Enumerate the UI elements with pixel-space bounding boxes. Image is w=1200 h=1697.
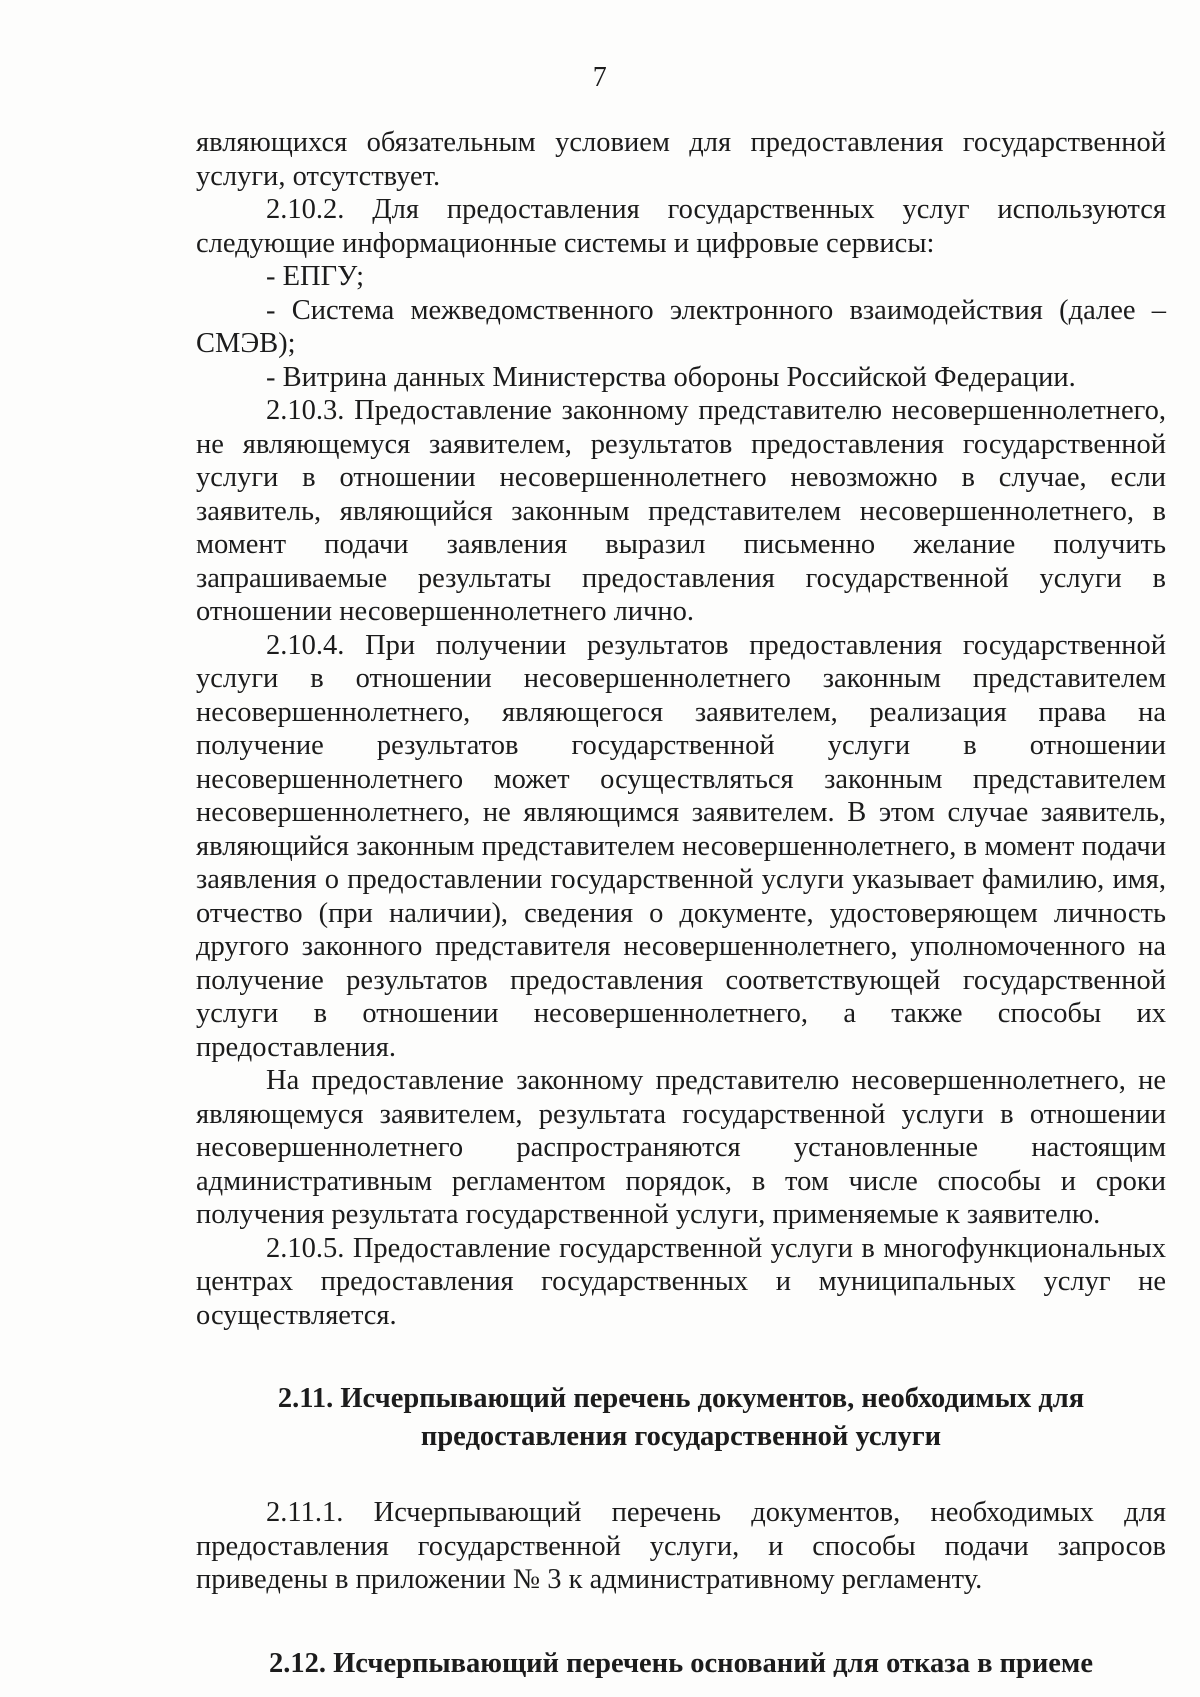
paragraph-continuation: являющихся обязательным условием для предоставления государственной услуги, отсутствует. [196,127,1166,192]
section-heading-2-12: 2.12. Исчерпывающий перечень оснований для отказа в приеме [269,1647,1093,1679]
section-spacer [196,1597,1166,1645]
paragraph-2-10-4-continued: На предоставление законному представителю несовершеннолетнего, не являющемуся заявителем, результата государственной услуги в отношении несовершеннолетнего распространяются установленные настоящим административным регламентом порядок, в том числе способы и сроки получения результата государственной услуги, применяемые к заявителю. [196,1065,1166,1230]
page-number: 7 [592,62,608,93]
paragraph-2-10-5: 2.10.5. Предоставление государственной услуги в многофункциональных центрах предоставления государственных и муниципальных услуг не осуществляется. [196,1232,1166,1331]
list-item-smev: - Система межведомственного электронного взаимодействия (далее – СМЭВ); [196,294,1166,359]
paragraph-2-11-1: 2.11.1. Исчерпывающий перечень документов, необходимых для предоставления государственной услуги, и способы подачи запросов приведены в приложении № 3 к административному регламенту. [196,1497,1166,1595]
list-item-vitrina: - Витрина данных Министерства обороны Российской Федерации. [266,361,1076,393]
list-item-epgu: - ЕПГУ; [266,261,365,292]
paragraph-2-10-2: 2.10.2. Для предоставления государственных услуг используются следующие информационные системы и цифровые сервисы: [196,194,1166,259]
section-heading-2-11-line2: предоставления государственной услуги [420,1421,942,1452]
section-spacer [196,1332,1166,1380]
section-heading-2-11-line1: 2.11. Исчерпывающий перечень документов, необходимых для [277,1383,1085,1414]
paragraph-2-10-3: 2.10.3. Предоставление законному представителю несовершеннолетнего, не являющемуся заявителем, результатов предоставления государственной услуги в отношении несовершеннолетнего невозможно в случае, если заявитель, являющийся законным представителем несовершеннолетнего, в момент подачи заявления выразил письменно желание получить запрашиваемые результаты предоставления государственной услуги в отношении несовершеннолетнего лично. [196,395,1166,627]
paragraph-2-10-4: 2.10.4. При получении результатов предоставления государственной услуги в отношении несовершеннолетнего законным представителем несовершеннолетнего, являющегося заявителем, реализация права на получение результатов государственной услуги в отношении несовершеннолетнего может осуществляться законным представителем несовершеннолетнего, не являющимся заявителем. В этом случае заявитель, являющийся законным представителем несовершеннолетнего, в момент подачи заявления о предоставлении государственной услуги указывает фамилию, имя, отчество (при наличии), сведения о документе, удостоверяющем личность другого законного представителя несовершеннолетнего, уполномоченного на получение результатов предоставления соответствующей государственной услуги в отношении несовершеннолетнего, а также способы их предоставления. [196,629,1166,1063]
document-body [196,126,1166,1683]
section-spacer [196,1456,1166,1496]
